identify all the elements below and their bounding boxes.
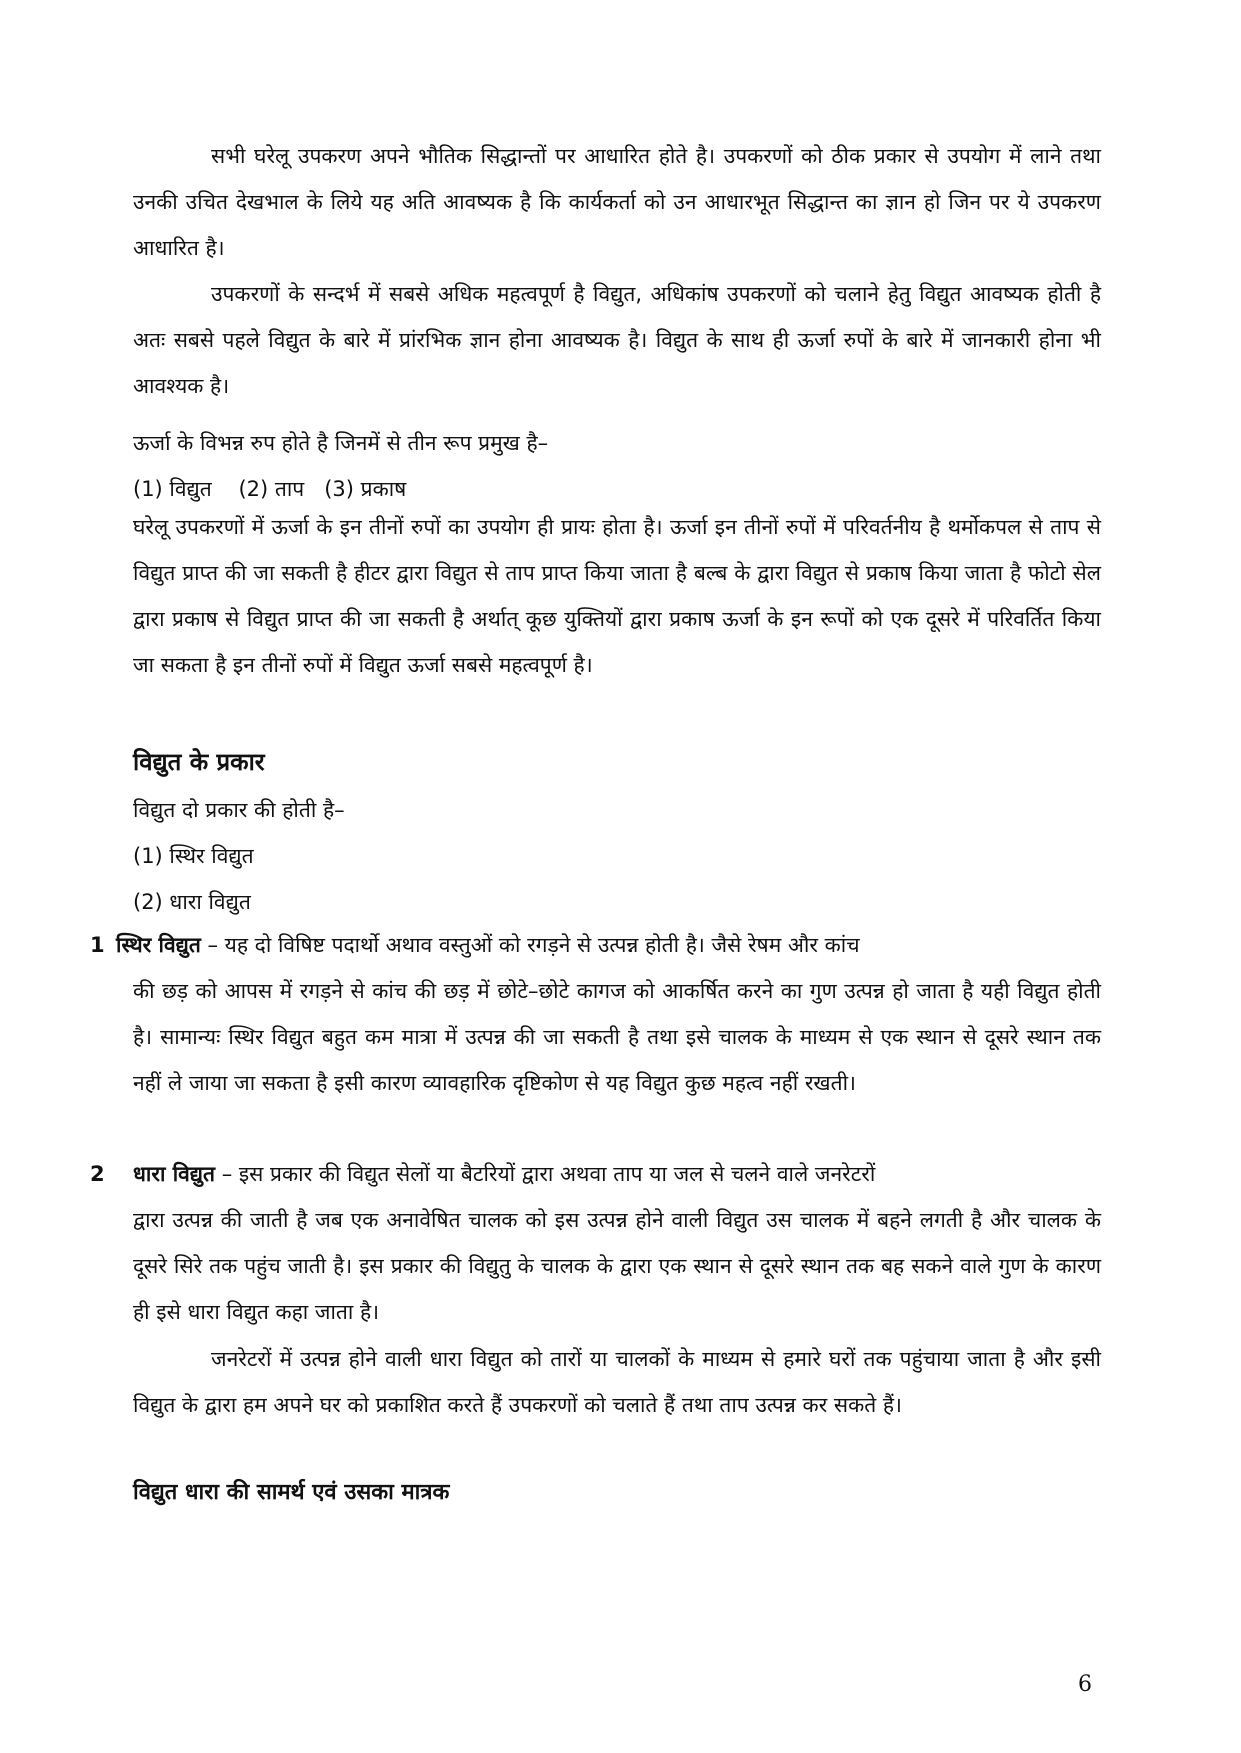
- item-term: धारा विद्युत: [133, 1162, 216, 1186]
- numbered-item-static-body: की छड़ को आपस में रगड़ने से कांच की छड़ में छोटे–छोटे कागज को आकर्षित करने का गुण उत्पन्न हो जाता है यही विद्युत होती है। सामान्यः स्थिर विद्युत बहुत कम मात्रा में उत्पन्न की जा सकती है तथा इसे चालक के माध्यम से एक स्थान से दूसरे स्थान तक नहीं ले जाया जा सकता है इसी कारण व्यावहारिक दृष्टिकोण से यह विद्युत कुछ महत्व नहीं रखती।: [133, 979, 1101, 1095]
- energy-conversion-paragraph: घरेलू उपकरणों में ऊर्जा के इन तीनों रुपों का उपयोग ही प्रायः होता है। ऊर्जा इन तीनों रुपों में परिवर्तनीय है थर्मोकपल से ताप से विद्युत प्राप्त की जा सकती है हीटर द्वारा विद्युत से ताप प्राप्त किया जाता है बल्ब के द्वारा विद्युत से प्रकाष किया जाता है फोटो सेल द्वारा प्रकाष से विद्युत प्राप्त की जा सकती है अर्थात् कूछ युक्तियों द्वारा प्रकाष ऊर्जा के इन रूपों को एक दूसरे में परिवर्तित किया जा सकता है इन तीनों रुपों में विद्युत ऊर्जा सबसे महत्वपूर्ण है।: [133, 515, 1101, 677]
- distribution-paragraph: जनरेटरों में उत्पन्न होने वाली धारा विद्युत को तारों या चालकों के माध्यम से हमारे घरों तक पहुंचाया जाता है और इसी विद्युत के द्वारा हम अपने घर को प्रकाशित करते हैं उपकरणों को चलाते हैं तथा ताप उत्पन्न कर सकते हैं।: [133, 1347, 1101, 1417]
- numbered-item-static: [90, 922, 1101, 1106]
- intro-paragraph: सभी घरेलू उपकरण अपने भौतिक सिद्धान्तों पर आधारित होते है। उपकरणों को ठीक प्रकार से उपयोग में लाने तथा उनकी उचित देखभाल के लिये यह अति आवष्यक है कि कार्यकर्ता को उन आधारभूत सिद्धान्त का ज्ञान हो जिन पर ये उपकरण आधारित है।: [133, 144, 1101, 260]
- numbered-item-current-first-line: [90, 1151, 1101, 1197]
- energy-forms-intro: ऊर्जा के विभन्न रुप होते है जिनमें से तीन रूप प्रमुख है–: [133, 431, 549, 455]
- type-item-static: (1) स्थिर विद्युत: [133, 844, 254, 868]
- numbered-item-current-body: द्वारा उत्पन्न की जाती है जब एक अनावेषित चालक को इस उत्पन्न होने वाली विद्युत उस चालक में बहने लगती है और चालक के दूसरे सिरे तक पहुंच जाती है। इस प्रकार की विद्युतु के चालक के द्वारा एक स्थान से दूसरे स्थान तक बह सकने वाले गुण के कारण ही इसे धारा विद्युत कहा जाता है।: [133, 1208, 1101, 1324]
- numbered-item-current: [90, 1151, 1101, 1335]
- page-number: 6: [1078, 1672, 1092, 1697]
- item-term: स्थिर विद्युत: [116, 933, 201, 957]
- section-heading-strength-unit: विद्युत धारा की सामर्थ एवं उसका मात्रक: [133, 1480, 450, 1505]
- item-text: – यह दो विषिष्ट पदार्थो अथाव वस्तुओं को रगड़ने से उत्पन्न होती है। जैसे रेषम और कांच: [200, 933, 860, 957]
- energy-forms-list: (1) विद्युत (2) ताप (3) प्रकाष: [133, 477, 407, 501]
- item-number: 2: [90, 1162, 105, 1186]
- item-number: 1: [90, 933, 105, 957]
- types-intro: विद्युत दो प्रकार की होती है–: [133, 798, 345, 822]
- item-text: – इस प्रकार की विद्युत सेलों या बैटरियों द्वारा अथवा ताप या जल से चलने वाले जनरेटरों: [215, 1162, 876, 1186]
- section-heading-types: विद्युत के प्रकार: [133, 748, 265, 776]
- numbered-item-static-first-line: [90, 922, 1101, 968]
- electricity-importance-paragraph: उपकरणों के सन्दर्भ में सबसे अधिक महत्वपूर्ण है विद्युत, अधिकांष उपकरणों को चलाने हेतु विद्युत आवष्यक होती है अतः सबसे पहले विद्युत के बारे में प्रांरभिक ज्ञान होना आवष्यक है। विद्युत के साथ ही ऊर्जा रुपों के बारे में जानकारी होना भी आवश्यक है।: [133, 282, 1101, 398]
- type-item-current: (2) धारा विद्युत: [133, 890, 251, 914]
